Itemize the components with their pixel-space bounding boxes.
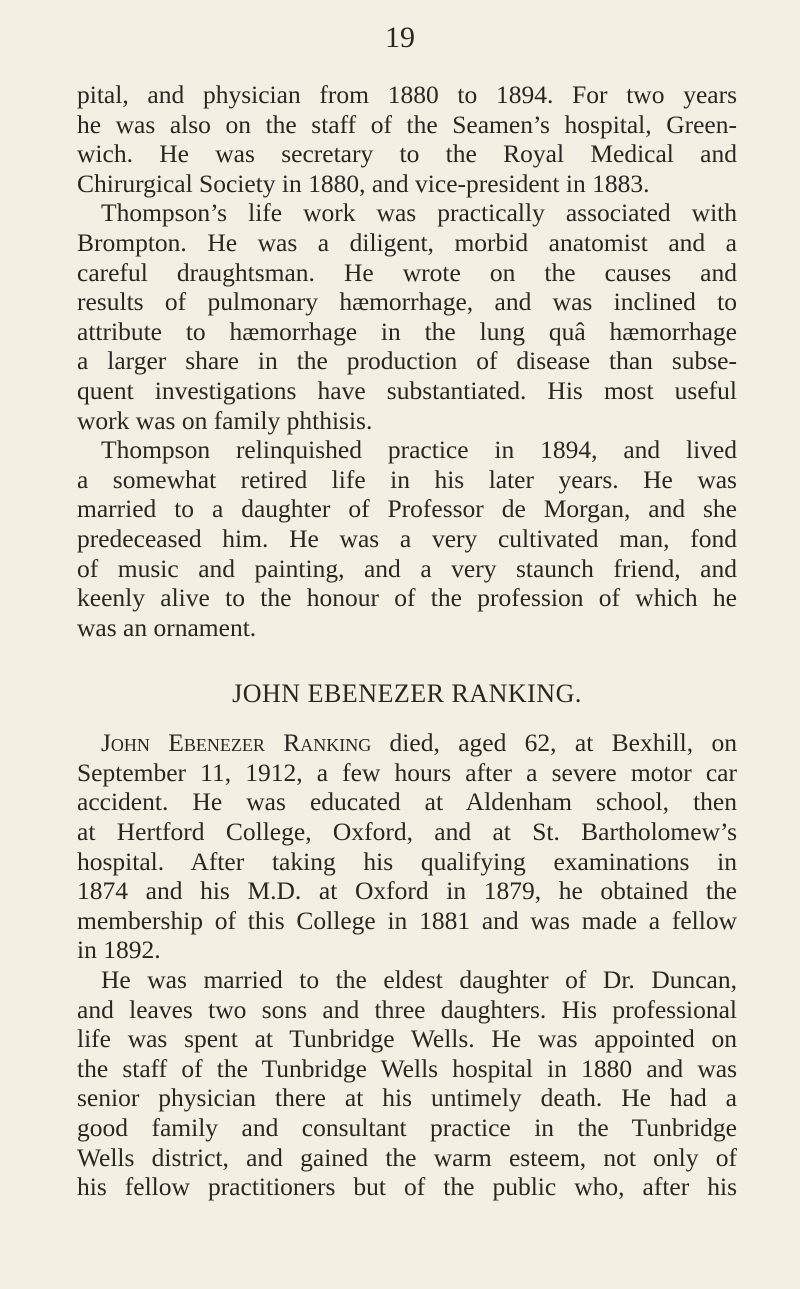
text-fragment: died, aged 62, at Bexhill, on bbox=[371, 728, 737, 758]
text-line: hospital. After taking his qualifying examinations in bbox=[77, 846, 737, 876]
text-line: pital, and physician from 1880 to 1894. For two years bbox=[77, 80, 737, 109]
text-line bbox=[77, 728, 737, 758]
text-line: He was married to the eldest daughter of Dr. Duncan, bbox=[101, 965, 737, 995]
text-line: in 1892. bbox=[77, 935, 161, 965]
page-number: 19 bbox=[385, 21, 415, 54]
text-line: Thompson relinquished practice in 1894, and lived bbox=[101, 435, 737, 465]
text-line: he was also on the staff of the Seamen’s hospital, Green- bbox=[77, 109, 737, 139]
text-line: at Hertford College, Oxford, and at St. Bartholomew’s bbox=[77, 817, 737, 847]
text-line: the staff of the Tunbridge Wells hospital in 1880 and was bbox=[77, 1053, 737, 1083]
text-line: a larger share in the production of disease than subse- bbox=[77, 346, 737, 376]
text-line: keenly alive to the honour of the profession of which he bbox=[77, 583, 737, 613]
text-line: his fellow practitioners but of the public who, after his bbox=[77, 1172, 737, 1202]
text-line: attribute to hæmorrhage in the lung quâ hæmorrhage bbox=[77, 316, 737, 346]
text-line: Thompson’s life work was practically associated with bbox=[101, 198, 737, 228]
text-line: accident. He was educated at Aldenham school, then bbox=[77, 787, 737, 817]
text-line: life was spent at Tunbridge Wells. He was appointed on bbox=[77, 1024, 737, 1054]
text-line: Brompton. He was a diligent, morbid anatomist and a bbox=[77, 227, 737, 257]
text-line: of music and painting, and a very staunch friend, and bbox=[77, 553, 737, 583]
text-line: September 11, 1912, a few hours after a severe motor car bbox=[77, 757, 737, 787]
text-line: senior physician there at his untimely death. He had a bbox=[77, 1083, 737, 1113]
text-line: Chirurgical Society in 1880, and vice-president in 1883. bbox=[77, 168, 650, 198]
text-line: a somewhat retired life in his later years. He was bbox=[77, 464, 737, 494]
text-line: wich. He was secretary to the Royal Medical and bbox=[77, 139, 737, 169]
name-small-caps: John Ebenezer Ranking bbox=[101, 728, 372, 758]
text-line: Wells district, and gained the warm esteem, not only of bbox=[77, 1142, 737, 1172]
text-line: results of pulmonary hæmorrhage, and was inclined to bbox=[77, 287, 737, 317]
section-heading: JOHN EBENEZER RANKING. bbox=[232, 679, 582, 709]
text-line: predeceased him. He was a very cultivated man, fond bbox=[77, 523, 737, 553]
text-line: and leaves two sons and three daughters. His professional bbox=[77, 994, 737, 1024]
text-line: married to a daughter of Professor de Morgan, and she bbox=[77, 494, 737, 524]
text-line: membership of this College in 1881 and was made a fellow bbox=[77, 905, 737, 935]
text-line: was an ornament. bbox=[77, 612, 257, 642]
body-text bbox=[77, 80, 737, 1202]
text-line: quent investigations have substantiated. His most useful bbox=[77, 375, 737, 405]
text-line: good family and consultant practice in the Tunbridge bbox=[77, 1113, 737, 1142]
text-line: 1874 and his M.D. at Oxford in 1879, he obtained the bbox=[77, 876, 737, 906]
text-line: careful draughtsman. He wrote on the causes and bbox=[77, 257, 737, 287]
text-line: work was on family phthisis. bbox=[77, 405, 373, 435]
